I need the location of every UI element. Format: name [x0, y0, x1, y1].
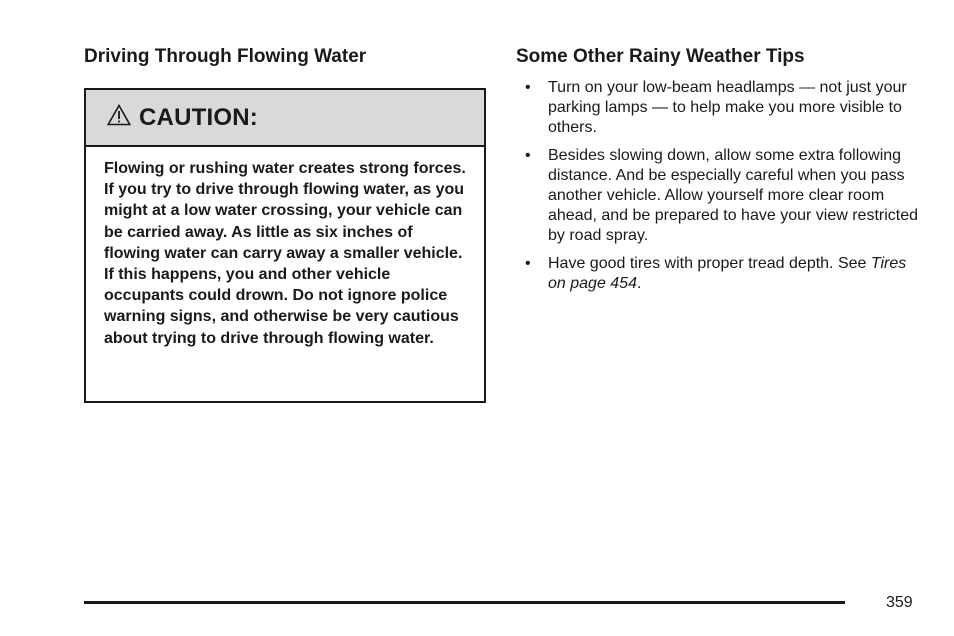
tip-text: Besides slowing down, allow some extra following distance. And be especially careful when you pass another vehicle. Allow yourself more clear room ahead, and be prepared to have your view restricted by road spray.: [548, 147, 919, 244]
section-heading-rainy-weather-tips: Some Other Rainy Weather Tips: [516, 46, 805, 67]
section-heading-flowing-water: Driving Through Flowing Water: [84, 46, 367, 67]
bullet-icon: •: [525, 79, 531, 96]
tip-text: Turn on your low-beam headlamps — not just your parking lamps — to help make you more visible to others.: [548, 79, 907, 136]
list-item: [516, 78, 921, 138]
tips-list: [516, 78, 921, 302]
list-item: [516, 254, 921, 294]
bullet-icon: •: [525, 147, 531, 164]
tip-text: Have good tires with proper tread depth. See: [548, 255, 871, 272]
warning-triangle-icon: [107, 104, 131, 126]
bullet-icon: •: [525, 255, 531, 272]
caution-title: CAUTION:: [139, 103, 258, 131]
caution-box: [84, 88, 486, 403]
page-number: 359: [886, 594, 913, 611]
page-reference-link[interactable]: Tires on page 454: [548, 255, 907, 292]
caution-text: Flowing or rushing water creates strong forces. If you try to drive through flowing water, as you might at a low water crossing, your vehicle can be carried away. As little as six inches of flowing water can carry away a smaller vehicle. If this happens, you and other vehicle occupants could drown. Do not ignore police warning signs, and otherwise be very cautious about trying to drive through flowing water.: [104, 160, 466, 347]
caution-header: [86, 90, 484, 147]
list-item: [516, 146, 921, 246]
tip-text-suffix: .: [636, 275, 642, 292]
footer-divider: [84, 601, 845, 604]
